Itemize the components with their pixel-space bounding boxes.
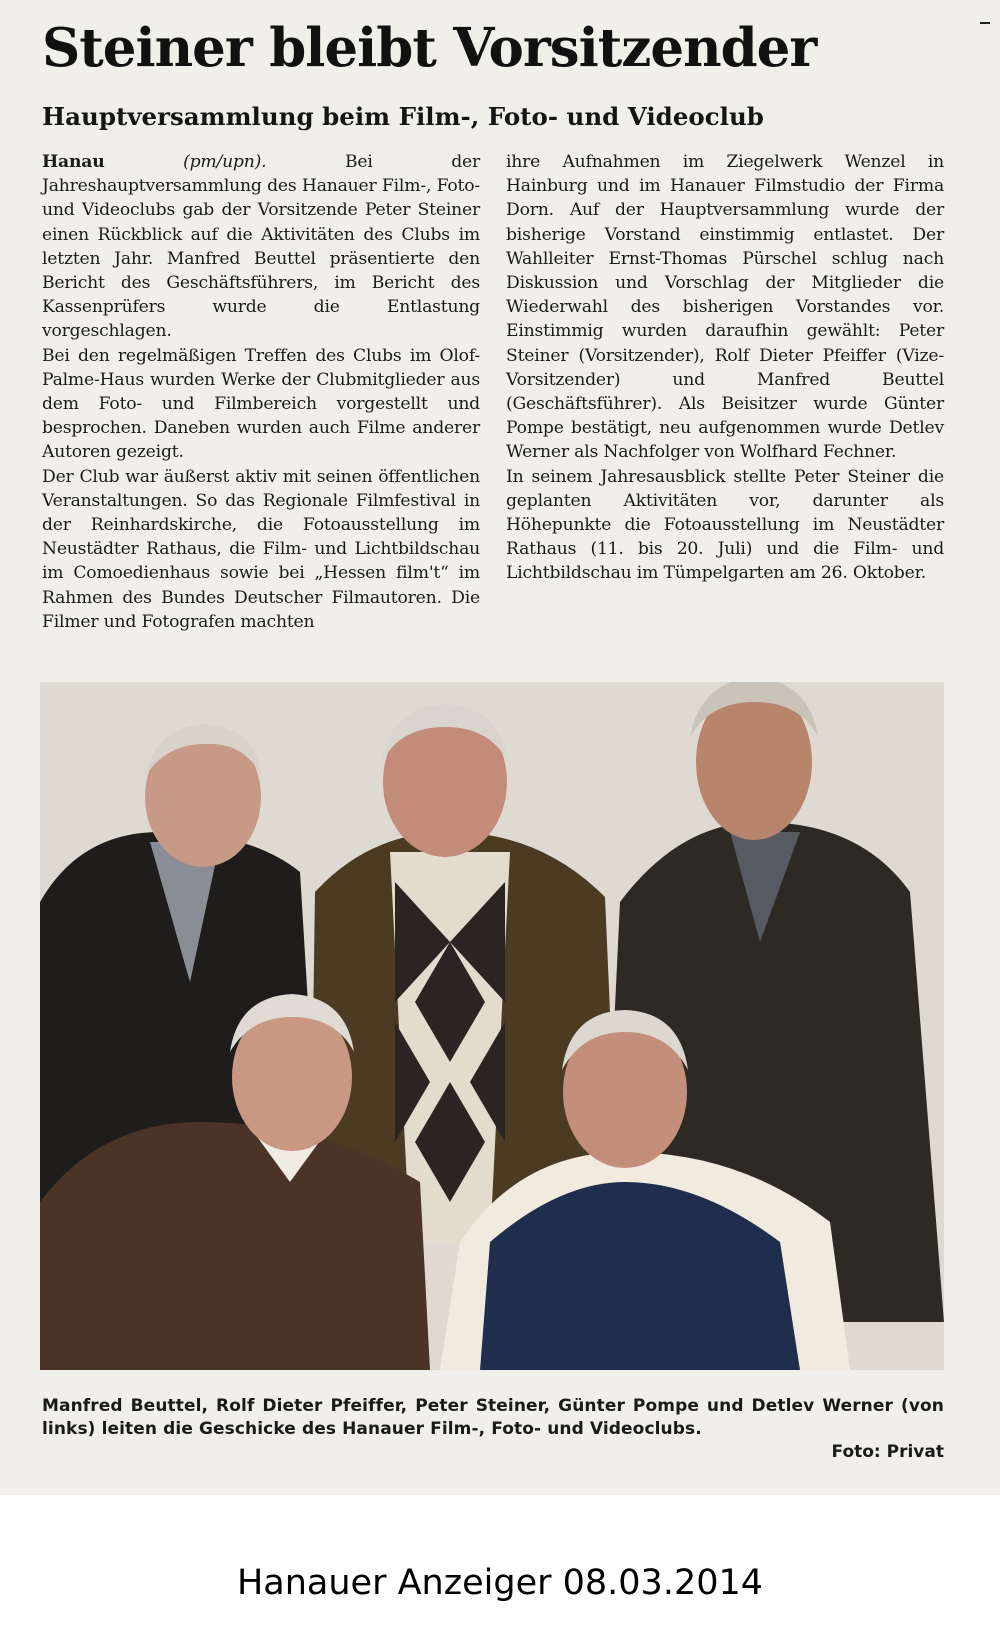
margin-mark	[980, 22, 990, 24]
group-photo-illustration	[40, 682, 944, 1370]
source-line: Hanauer Anzeiger 08.03.2014	[236, 1563, 764, 1603]
dateline-source: (pm/upn).	[104, 152, 267, 172]
paragraph-4: ihre Aufnahmen im Ziegelwerk Wenzel in Hainburg und im Hanauer Filmstudio der Firma Dorn. Auf der Hauptversammlung wurde der bisherige Vorstand einstimmig entlastet. Der Wahlleiter Ernst-Thomas Pürschel schlug nach Diskussion und Vorschlag der Mitglieder die Wiederwahl des bisherigen Vorstandes vor. Einstimmig wurden daraufhin gewählt: Peter Steiner (Vorsitzender), Rolf Dieter Pfeiffer (Vize-Vorsitzender) und Manfred Beuttel (Geschäftsführer). Als Beisitzer wurde Günter Pompe bestätigt, neu aufgenommen wurde Detlev Werner als Nachfolger von Wolfhard Fechner.	[506, 152, 944, 463]
photo-credit: Foto: Privat	[831, 1442, 944, 1462]
paragraph-5: In seinem Jahresausblick stellte Peter Steiner die geplanten Aktivitäten vor, darunter als Höhepunkte die Fotoausstellung im Neustädter Rathaus (11. bis 20. Juli) und die Film- und Lichtbildschau im Tümpelgarten am 26. Oktober.	[506, 466, 944, 584]
photo-caption: Manfred Beuttel, Rolf Dieter Pfeiffer, Peter Steiner, Günter Pompe und Detlev Werner (von links) leiten die Geschicke des Hanauer Film-, Foto- und Videoclubs.	[42, 1396, 944, 1439]
dateline	[42, 152, 266, 172]
article-column-2	[506, 150, 944, 586]
paragraph-2: Bei den regelmäßigen Treffen des Clubs im Olof-Palme-Haus wurden Werke der Clubmitglieder aus dem Foto- und Filmbereich vorgestellt und besprochen. Daneben wurden auch Filme anderer Autoren gezeigt.	[42, 345, 480, 463]
group-photo	[40, 682, 944, 1370]
dateline-city: Hanau	[42, 152, 105, 172]
article-column-1	[42, 150, 480, 634]
paragraph-1	[42, 150, 480, 344]
paragraph-1-text: Bei der Jahreshauptversammlung des Hanauer Film-, Foto- und Videoclubs gab der Vorsitzende Peter Steiner einen Rückblick auf die Aktivitäten des Clubs im letzten Jahr. Manfred Beuttel präsentierte den Bericht des Geschäftsführers, im Bericht des Kassenprüfers wurde die Entlastung vorgeschlagen.	[42, 152, 480, 342]
paragraph-3: Der Club war äußerst aktiv mit seinen öffentlichen Veranstaltungen. So das Regionale Filmfestival in der Reinhardskirche, die Fotoausstellung im Neustädter Rathaus, die Film- und Lichtbildschau im Comoedienhaus sowie bei „Hessen film't“ im Rahmen des Bundes Deutscher Filmautoren. Die Filmer und Fotografen machten	[42, 466, 480, 632]
subheadline: Hauptversammlung beim Film-, Foto- und Videoclub	[42, 102, 764, 131]
headline: Steiner bleibt Vorsitzender	[42, 17, 817, 79]
